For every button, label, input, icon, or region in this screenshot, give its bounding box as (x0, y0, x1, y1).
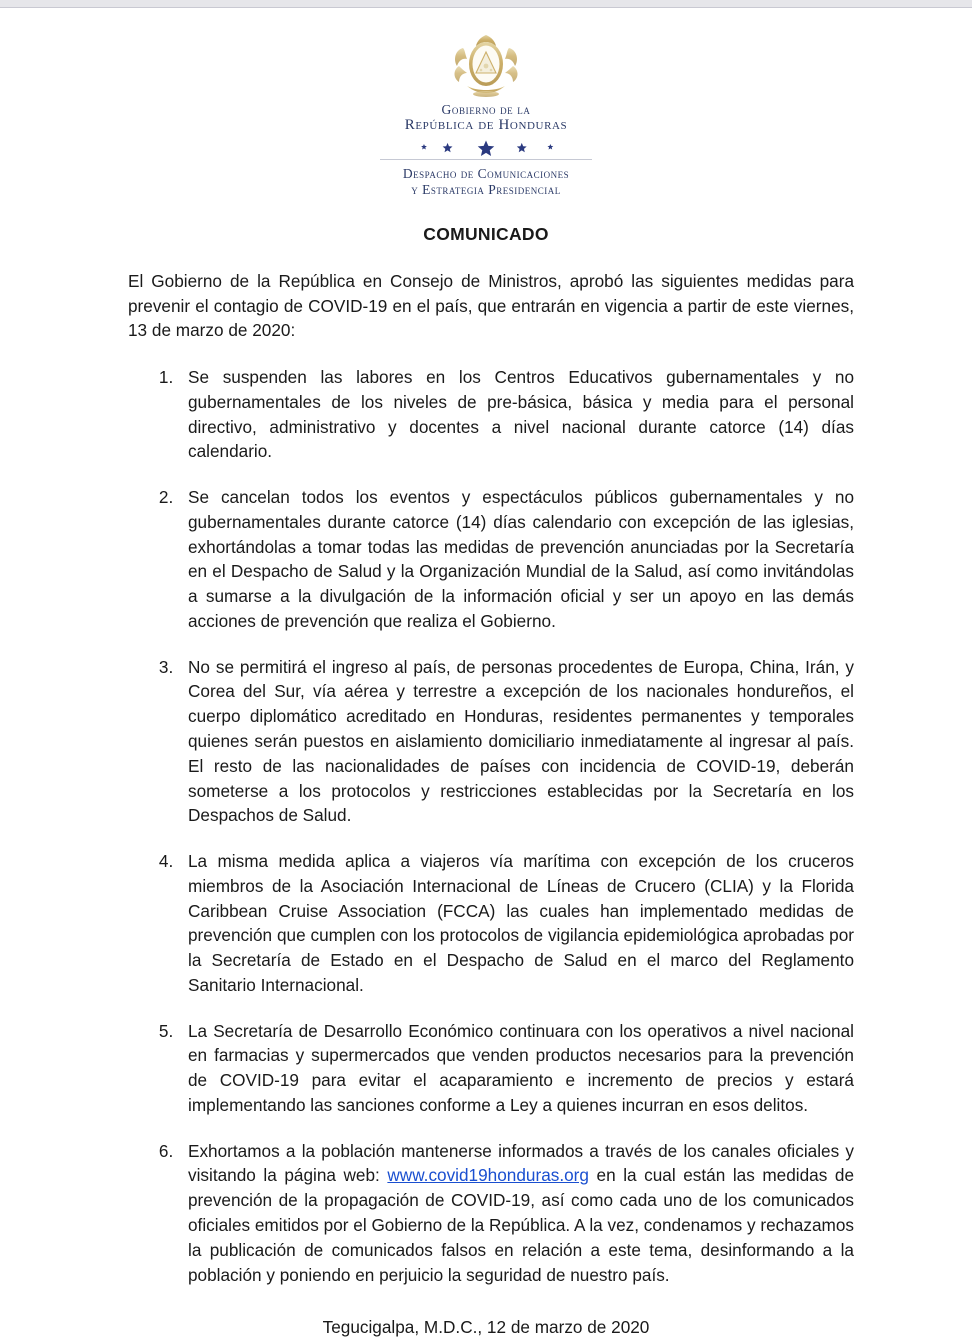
government-heading-line-2: República de Honduras (404, 117, 568, 134)
measure-item-3: 3. No se permitirá el ingreso al país, de personas procedentes de Europa, China, Irán, y Corea del Sur, vía aérea y terrestre a excepción de los nacionales hondureños, el cuerpo diplomático acreditado en Honduras, residentes permanentes y temporales quienes serán puestos en aislamiento domiciliario inmediatamente al ingresar al país. El resto de las nacionalidades de países con incidencia de COVID-19, deberán someterse a los protocolos y restricciones establecidas por la Secretaría en los Despachos de Salud. (178, 655, 854, 828)
department-heading-line-2: y Estrategia Presidencial (411, 181, 561, 197)
department-heading-line-1: Despacho de Comunicaciones (402, 165, 570, 181)
letterhead (0, 32, 972, 198)
measure-6-text-before-link: Exhortamos a la población mantenerse informados a través de los canales oficiales y visitando la página web: (188, 1140, 854, 1186)
measure-item-2: 2. Se cancelan todos los eventos y espectáculos públicos gubernamentales y no gubernamentales durante catorce (14) días calendario con excepción de las iglesias, exhortándolas a tomar todas las medidas de prevención anunciadas por la Secretaría en el Despacho de Salud y la Organización Mundial de la Salud, así como invitándolas a sumarse a la divulgación de la información oficial y ser un apoyo en las demás acciones de prevención que realiza el Gobierno. (178, 485, 854, 634)
measure-6-text-after-link: en la cual están las medidas de prevención de la propagación de COVID-19, así como cada uno de los comunicados oficiales emitidos por el Gobierno de la República. A la vez, condenamos y rechazamos la publicación de comunicados falsos en relación a este tema, desinformando a la población y poniendo en perjuicio la seguridad de nuestro país. (188, 1165, 854, 1285)
measure-item-4: 4. La misma medida aplica a viajeros vía marítima con excepción de los cruceros miembros de la Asociación Internacional de Líneas de Crucero (CLIA) y la Florida Caribbean Cruise Association (FCCA) las cuales han implementado medidas de prevención que cumplen con los protocolos de vigilancia epidemiológica aprobadas por la Secretaría de Estado en el Despacho de Salud en el marco del Reglamento Sanitario Internacional. (178, 849, 854, 998)
measure-item-1: 1. Se suspenden las labores en los Centros Educativos gubernamentales y no gubernamentales de los niveles de pre-básica, básica y media para el personal directivo, administrativo y docentes a nivel nacional durante catorce (14) días calendario. (178, 365, 854, 464)
measures-list (150, 365, 854, 1287)
intro-paragraph: El Gobierno de la República en Consejo de Ministros, aprobó las siguientes medidas para prevenir el contagio de COVID-19 en el país, que entrarán en vigencia a partir de este viernes, 13 de marzo de 2020: (128, 270, 854, 341)
department-heading (0, 166, 972, 198)
honduras-coat-of-arms-icon (443, 32, 529, 98)
measure-item-6 (178, 1139, 854, 1288)
covid19honduras-link[interactable]: www.covid19honduras.org (387, 1165, 589, 1186)
government-heading-line-1: Gobierno de la (441, 102, 531, 117)
letterhead-divider (380, 159, 592, 160)
five-stars-icon (406, 139, 566, 157)
page-title: COMUNICADO (423, 223, 549, 244)
government-heading (0, 102, 972, 134)
closing-line: Tegucigalpa, M.D.C., 12 de marzo de 2020 (322, 1317, 650, 1338)
document-page (0, 8, 972, 1338)
measure-item-5: 5. La Secretaría de Desarrollo Económico continuara con los operativos a nivel nacional en farmacias y supermercados que venden productos necesarios para la prevención de COVID-19 para evitar el acaparamiento e incremento de precios y estará implementando las sanciones conforme a Ley a quienes incurran en esos delitos. (178, 1019, 854, 1118)
viewer-chrome-bar (0, 0, 972, 8)
